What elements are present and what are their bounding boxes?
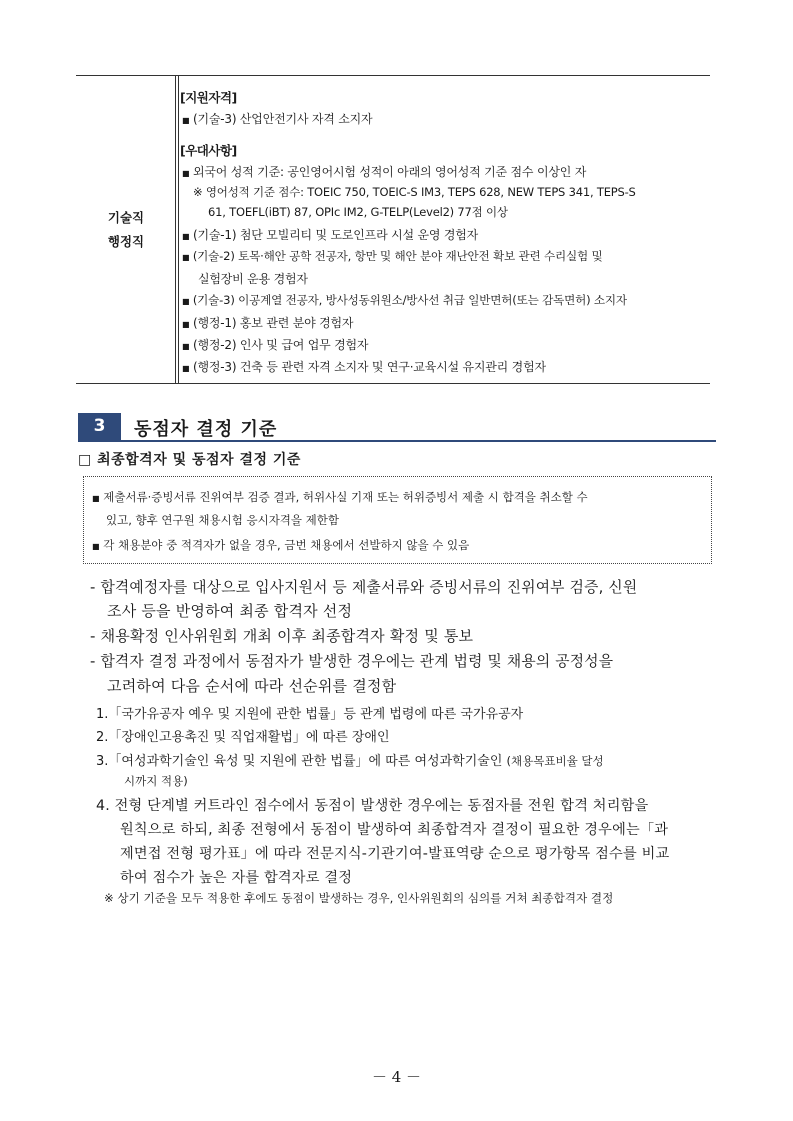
preference-note: ※ 영어성적 기준 점수: TOEIC 750, TOEIC-S IM3, TEPS 628, NEW TEPS 341, TEPS-S — [193, 185, 636, 199]
bullet-icon: ■ — [182, 232, 190, 241]
page-number: － 4 － — [371, 1068, 422, 1086]
preference-item: ■ (행정-3) 건축 등 관련 자격 소지자 및 연구·교육시설 유지관리 경험자 — [182, 360, 546, 374]
body-line: - 채용확정 인사위원회 개최 이후 최종합격자 확정 및 통보 — [90, 627, 474, 645]
notice-item: ■ 각 채용분야 중 적격자가 없을 경우, 금번 채용에서 선발하지 않을 수 있음 — [92, 538, 470, 552]
bullet-icon: ■ — [92, 542, 100, 551]
bullet-icon: ■ — [182, 297, 190, 306]
preference-item: ■ (기술-1) 첨단 모빌리티 및 도로인프라 시설 운영 경험자 — [182, 228, 479, 242]
preference-item: ■ (행정-1) 홍보 관련 분야 경험자 — [182, 316, 354, 330]
bullet-icon: ■ — [182, 364, 190, 373]
preference-item-cont: 실험장비 운용 경험자 — [198, 272, 308, 286]
preference-note-cont: 61, TOEFL(iBT) 87, OPIc IM2, G-TELP(Level2) 77점 이상 — [208, 205, 508, 219]
table-column-divider — [175, 75, 176, 383]
preference-item: ■ (행정-2) 인사 및 급여 업무 경험자 — [182, 338, 369, 352]
numbered-item: 1.「국가유공자 예우 및 지원에 관한 법률」등 관계 법령에 따른 국가유공자 — [96, 707, 524, 722]
numbered-item: 3.「여성과학기술인 육성 및 지원에 관한 법률」에 따른 여성과학기술인 (채용목표비율 달성 — [96, 754, 604, 769]
bullet-icon: ■ — [182, 320, 190, 329]
body-line: 고려하여 다음 순서에 따라 선순위를 결정함 — [107, 677, 397, 695]
preference-item: ■ (기술-3) 이공계열 전공자, 방사성동위원소/방사선 취급 일반면허(또는 감독면허) 소지자 — [182, 293, 627, 307]
numbered-item-cont: 원칙으로 하되, 최종 전형에서 동점이 발생하여 최종합격자 결정이 필요한 경우에는「과 — [120, 822, 669, 838]
body-line: - 합격예정자를 대상으로 입사지원서 등 제출서류와 증빙서류의 진위여부 검증, 신원 — [90, 579, 638, 596]
role-label-admin: 행정직 — [107, 234, 145, 249]
bullet-icon: ■ — [182, 342, 190, 351]
notice-item-cont: 있고, 향후 연구원 채용시험 응시자격을 제한함 — [106, 513, 340, 527]
body-line: - 합격자 결정 과정에서 동점자가 발생한 경우에는 관계 법령 및 채용의 공정성을 — [90, 653, 614, 670]
numbered-item: 2.「장애인고용촉진 및 직업재활법」에 따른 장애인 — [96, 730, 390, 745]
qualification-item: ■ (기술-3) 산업안전기사 자격 소지자 — [182, 112, 373, 126]
footnote: ※ 상기 기준을 모두 적용한 후에도 동점이 발생하는 경우, 인사위원회의 심의를 거쳐 최종합격자 결정 — [104, 891, 614, 905]
table-column-divider-inner — [178, 75, 179, 383]
section-underline — [78, 440, 716, 442]
numbered-item: 4. 전형 단계별 커트라인 점수에서 동점이 발생한 경우에는 동점자를 전원 합격 처리함을 — [96, 798, 649, 814]
bullet-icon: ■ — [182, 116, 190, 125]
qualification-header: [지원자격] — [180, 90, 237, 105]
bullet-icon: ■ — [182, 169, 190, 178]
table-bottom-border — [76, 383, 710, 384]
preference-item: ■ 외국어 성적 기준: 공인영어시험 성적이 아래의 영어성적 기준 점수 이상인 자 — [182, 165, 587, 179]
notice-item: ■ 제출서류·증빙서류 진위여부 검증 결과, 허위사실 기재 또는 허위증빙서 제출 시 합격을 취소할 수 — [92, 490, 588, 504]
subheading: □ 최종합격자 및 동점자 결정 기준 — [78, 452, 301, 468]
preference-header: [우대사항] — [180, 143, 237, 158]
numbered-item-cont: 시까지 적용) — [124, 774, 188, 788]
bullet-icon: ■ — [92, 494, 100, 503]
body-line: 조사 등을 반영하여 최종 합격자 선정 — [107, 602, 353, 620]
section-number-badge: 3 — [78, 413, 121, 440]
table-top-border — [76, 75, 710, 76]
bullet-icon: ■ — [182, 253, 190, 262]
preference-item: ■ (기술-2) 토목·해안 공학 전공자, 항만 및 해안 분야 재난안전 확보 관련 수리실험 및 — [182, 249, 603, 263]
numbered-item-cont: 제면접 전형 평가표」에 따라 전문지식-기관기여-발표역량 순으로 평가항목 점수를 비교 — [120, 846, 670, 862]
section-title: 동점자 결정 기준 — [134, 419, 278, 440]
role-label-tech: 기술직 — [107, 210, 145, 225]
numbered-item-cont: 하여 점수가 높은 자를 합격자로 결정 — [120, 870, 353, 886]
